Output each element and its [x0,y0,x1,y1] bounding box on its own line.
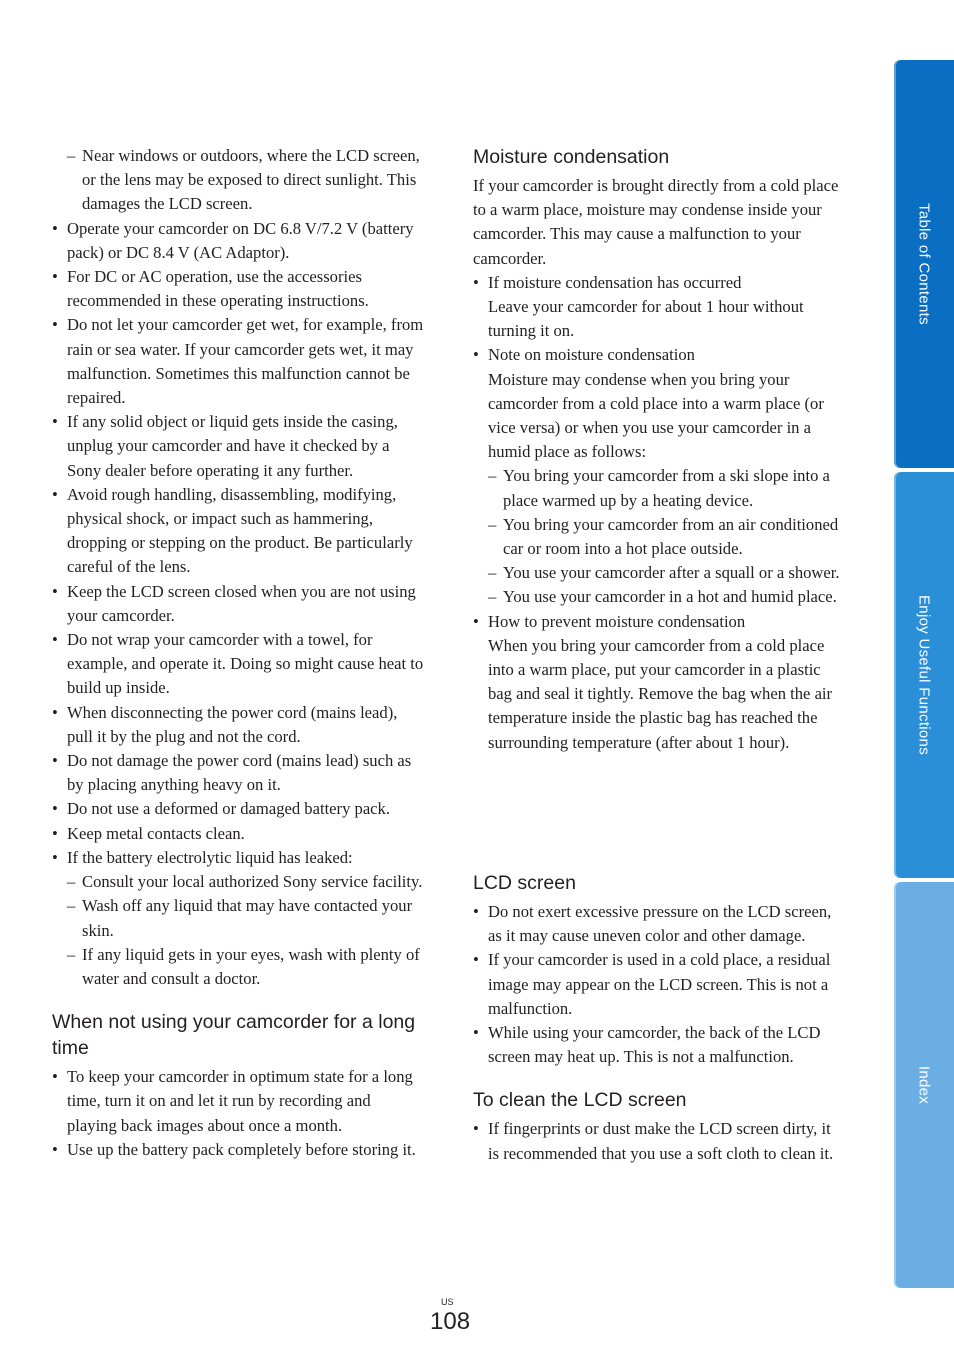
bullet-marker: • [473,950,479,970]
bullet-marker: • [52,799,58,819]
bullet-item [52,483,424,580]
bullet-item [473,900,845,948]
bullet-item [52,265,424,313]
bullet-text: If fingerprints or dust make the LCD screen dirty, it is recommended that you use a soft cloth to clean it. [488,1119,834,1163]
bullet-marker: • [52,630,58,650]
tab-index[interactable] [894,882,954,1288]
left-column [52,144,424,1162]
bullet-text: Avoid rough handling, disassembling, modifying, physical shock, or impact such as hammering, dropping or stepping on the product. Be particularly careful of the lens. [67,484,413,577]
bullet-marker: • [473,272,479,292]
intro-dash-list [52,144,424,217]
bullet-body: Moisture may condense when you bring your camcorder from a cold place into a warm place (or vice versa) or when you use your camcorder in a humid place as follows: [488,369,824,462]
dash-marker: – [488,563,497,583]
dash-item [488,561,845,585]
bullet-text: Do not wrap your camcorder with a towel, for example, and operate it. Doing so might cause heat to build up inside. [67,630,424,698]
bullet-title: Note on moisture condensation [488,345,695,365]
dash-item [67,943,424,991]
clean-list [473,1117,845,1165]
bullet-marker: • [473,902,479,921]
bullet-marker: • [52,702,58,722]
page-region-label: US [441,1297,454,1307]
bullet-text: If your camcorder is used in a cold place, a residual image may appear on the LCD screen. This is not a malfunction. [488,950,831,1018]
dash-text: You bring your camcorder from a ski slope into a place warmed up by a heating device. [503,466,830,510]
section-heading-lcd: LCD screen [473,872,576,894]
bullet-title: How to prevent moisture condensation [488,611,746,631]
bullet-text: When disconnecting the power cord (mains lead), pull it by the plug and not the cord. [67,702,398,746]
bullet-text: Do not damage the power cord (mains lead) such as by placing anything heavy on it. [67,751,412,795]
bullet-item [52,749,424,797]
bullet-marker: • [473,1119,479,1139]
bullet-item [52,846,424,991]
moisture-list [473,271,845,755]
bullet-item [52,797,424,821]
bullet-text: If the battery electrolytic liquid has leaked: [67,847,353,867]
moisture-intro: If your camcorder is brought directly from a cold place to a warm place, moisture may condense inside your camcorder. This may cause a malfunction to your camcorder. [473,176,839,268]
tab-label: Table of Contents [915,203,933,325]
right-column [473,144,845,755]
bullet-item [52,701,424,749]
bullet-item [52,1065,424,1138]
section-heading-long-time: When not using your camcorder for a long time [52,1011,416,1060]
bullet-body: Leave your camcorder for about 1 hour without turning it on. [488,297,804,341]
bullet-item [473,1117,845,1165]
bullet-body: When you bring your camcorder from a cold place into a warm place, put your camcorder in a plastic bag and seal it tightly. Remove the bag when the air temperature inside the plastic bag has reached the surrounding temperature (after about 1 hour). [488,635,833,752]
long-time-list [52,1065,424,1162]
bullet-item [473,948,845,1021]
bullet-marker: • [52,823,58,843]
bullet-marker: • [52,751,58,771]
dash-text: Near windows or outdoors, where the LCD screen, or the lens may be exposed to direct sunlight. This damages the LCD screen. [82,146,420,214]
bullet-text: Use up the battery pack completely before storing it. [67,1139,416,1159]
dash-list [488,464,845,609]
page-number: 108 [430,1308,471,1335]
bullet-item [52,822,424,846]
dash-marker: – [67,944,76,964]
bullet-marker: • [52,218,58,238]
tab-table-of-contents[interactable] [894,60,954,468]
bullet-marker: • [52,847,58,867]
tab-label: Enjoy Useful Functions [915,594,933,756]
dash-item [488,585,845,609]
bullet-marker: • [473,1023,479,1043]
bullet-marker: • [473,611,479,631]
bullet-text: While using your camcorder, the back of the LCD screen may heat up. This is not a malfunction. [488,1023,821,1067]
bullet-item [52,313,424,410]
dash-text: You use your camcorder after a squall or a shower. [503,563,840,583]
bullet-marker: • [52,412,58,432]
bullet-item [52,1138,424,1162]
bullet-marker: • [52,581,58,601]
dash-marker: – [67,872,76,892]
bullet-text: To keep your camcorder in optimum state for a long time, turn it on and let it run by recording and playing back images about once a month. [67,1067,413,1135]
bullet-item [473,343,845,609]
dash-text: Consult your local authorized Sony service facility. [82,872,423,892]
tab-label: Index [915,1065,933,1105]
dash-text: Wash off any liquid that may have contacted your skin. [82,896,413,940]
bullet-text: Operate your camcorder on DC 6.8 V/7.2 V (battery pack) or DC 8.4 V (AC Adaptor). [67,218,414,262]
dash-list [67,870,424,991]
bullet-marker: • [52,315,58,335]
bullet-marker: • [473,345,479,365]
section-heading-moisture: Moisture condensation [473,146,670,168]
bullet-text: Keep metal contacts clean. [67,823,245,843]
dash-marker: – [488,514,497,534]
bullet-text: Do not use a deformed or damaged battery pack. [67,799,390,819]
lcd-list [473,900,845,1069]
section-heading-clean: To clean the LCD screen [473,1089,687,1112]
right-column-lower [473,870,845,1166]
precautions-list [52,217,424,992]
bullet-item [473,610,845,755]
dash-marker: – [67,896,76,916]
bullet-marker: • [52,484,58,504]
bullet-marker: • [52,1067,58,1087]
tab-enjoy-useful-functions[interactable] [894,472,954,878]
bullet-text: For DC or AC operation, use the accessories recommended in these operating instructions. [67,267,369,311]
dash-text: If any liquid gets in your eyes, wash with plenty of water and consult a doctor. [82,944,420,988]
bullet-text: Do not exert excessive pressure on the LCD screen, as it may cause uneven color and other damage. [488,902,832,946]
bullet-marker: • [52,1139,58,1159]
bullet-text: Do not let your camcorder get wet, for example, from rain or sea water. If your camcorder gets wet, it may malfunction. Sometimes this malfunction cannot be repaired. [67,315,424,408]
dash-item [67,870,424,894]
dash-item: – Near windows or outdoors, where the LCD screen, or the lens may be exposed to direct sunlight. This damages the LCD screen. [67,146,420,214]
bullet-text: If any solid object or liquid gets inside the casing, unplug your camcorder and have it checked by a Sony dealer before operating it any further. [67,412,398,480]
dash-marker: – [488,587,497,607]
bullet-title: If moisture condensation has occurred [488,272,742,292]
dash-item [67,894,424,942]
bullet-item [52,580,424,628]
bullet-item [52,410,424,483]
dash-item [488,513,845,561]
bullet-item [52,628,424,701]
bullet-item [473,271,845,344]
bullet-item [473,1021,845,1069]
dash-item [488,464,845,512]
dash-text: You use your camcorder in a hot and humid place. [503,587,837,607]
dash-marker: – [488,466,497,486]
bullet-marker: • [52,267,58,287]
bullet-item [52,217,424,265]
bullet-text: Keep the LCD screen closed when you are not using your camcorder. [67,581,416,625]
dash-text: You bring your camcorder from an air conditioned car or room into a hot place outside. [503,514,839,559]
